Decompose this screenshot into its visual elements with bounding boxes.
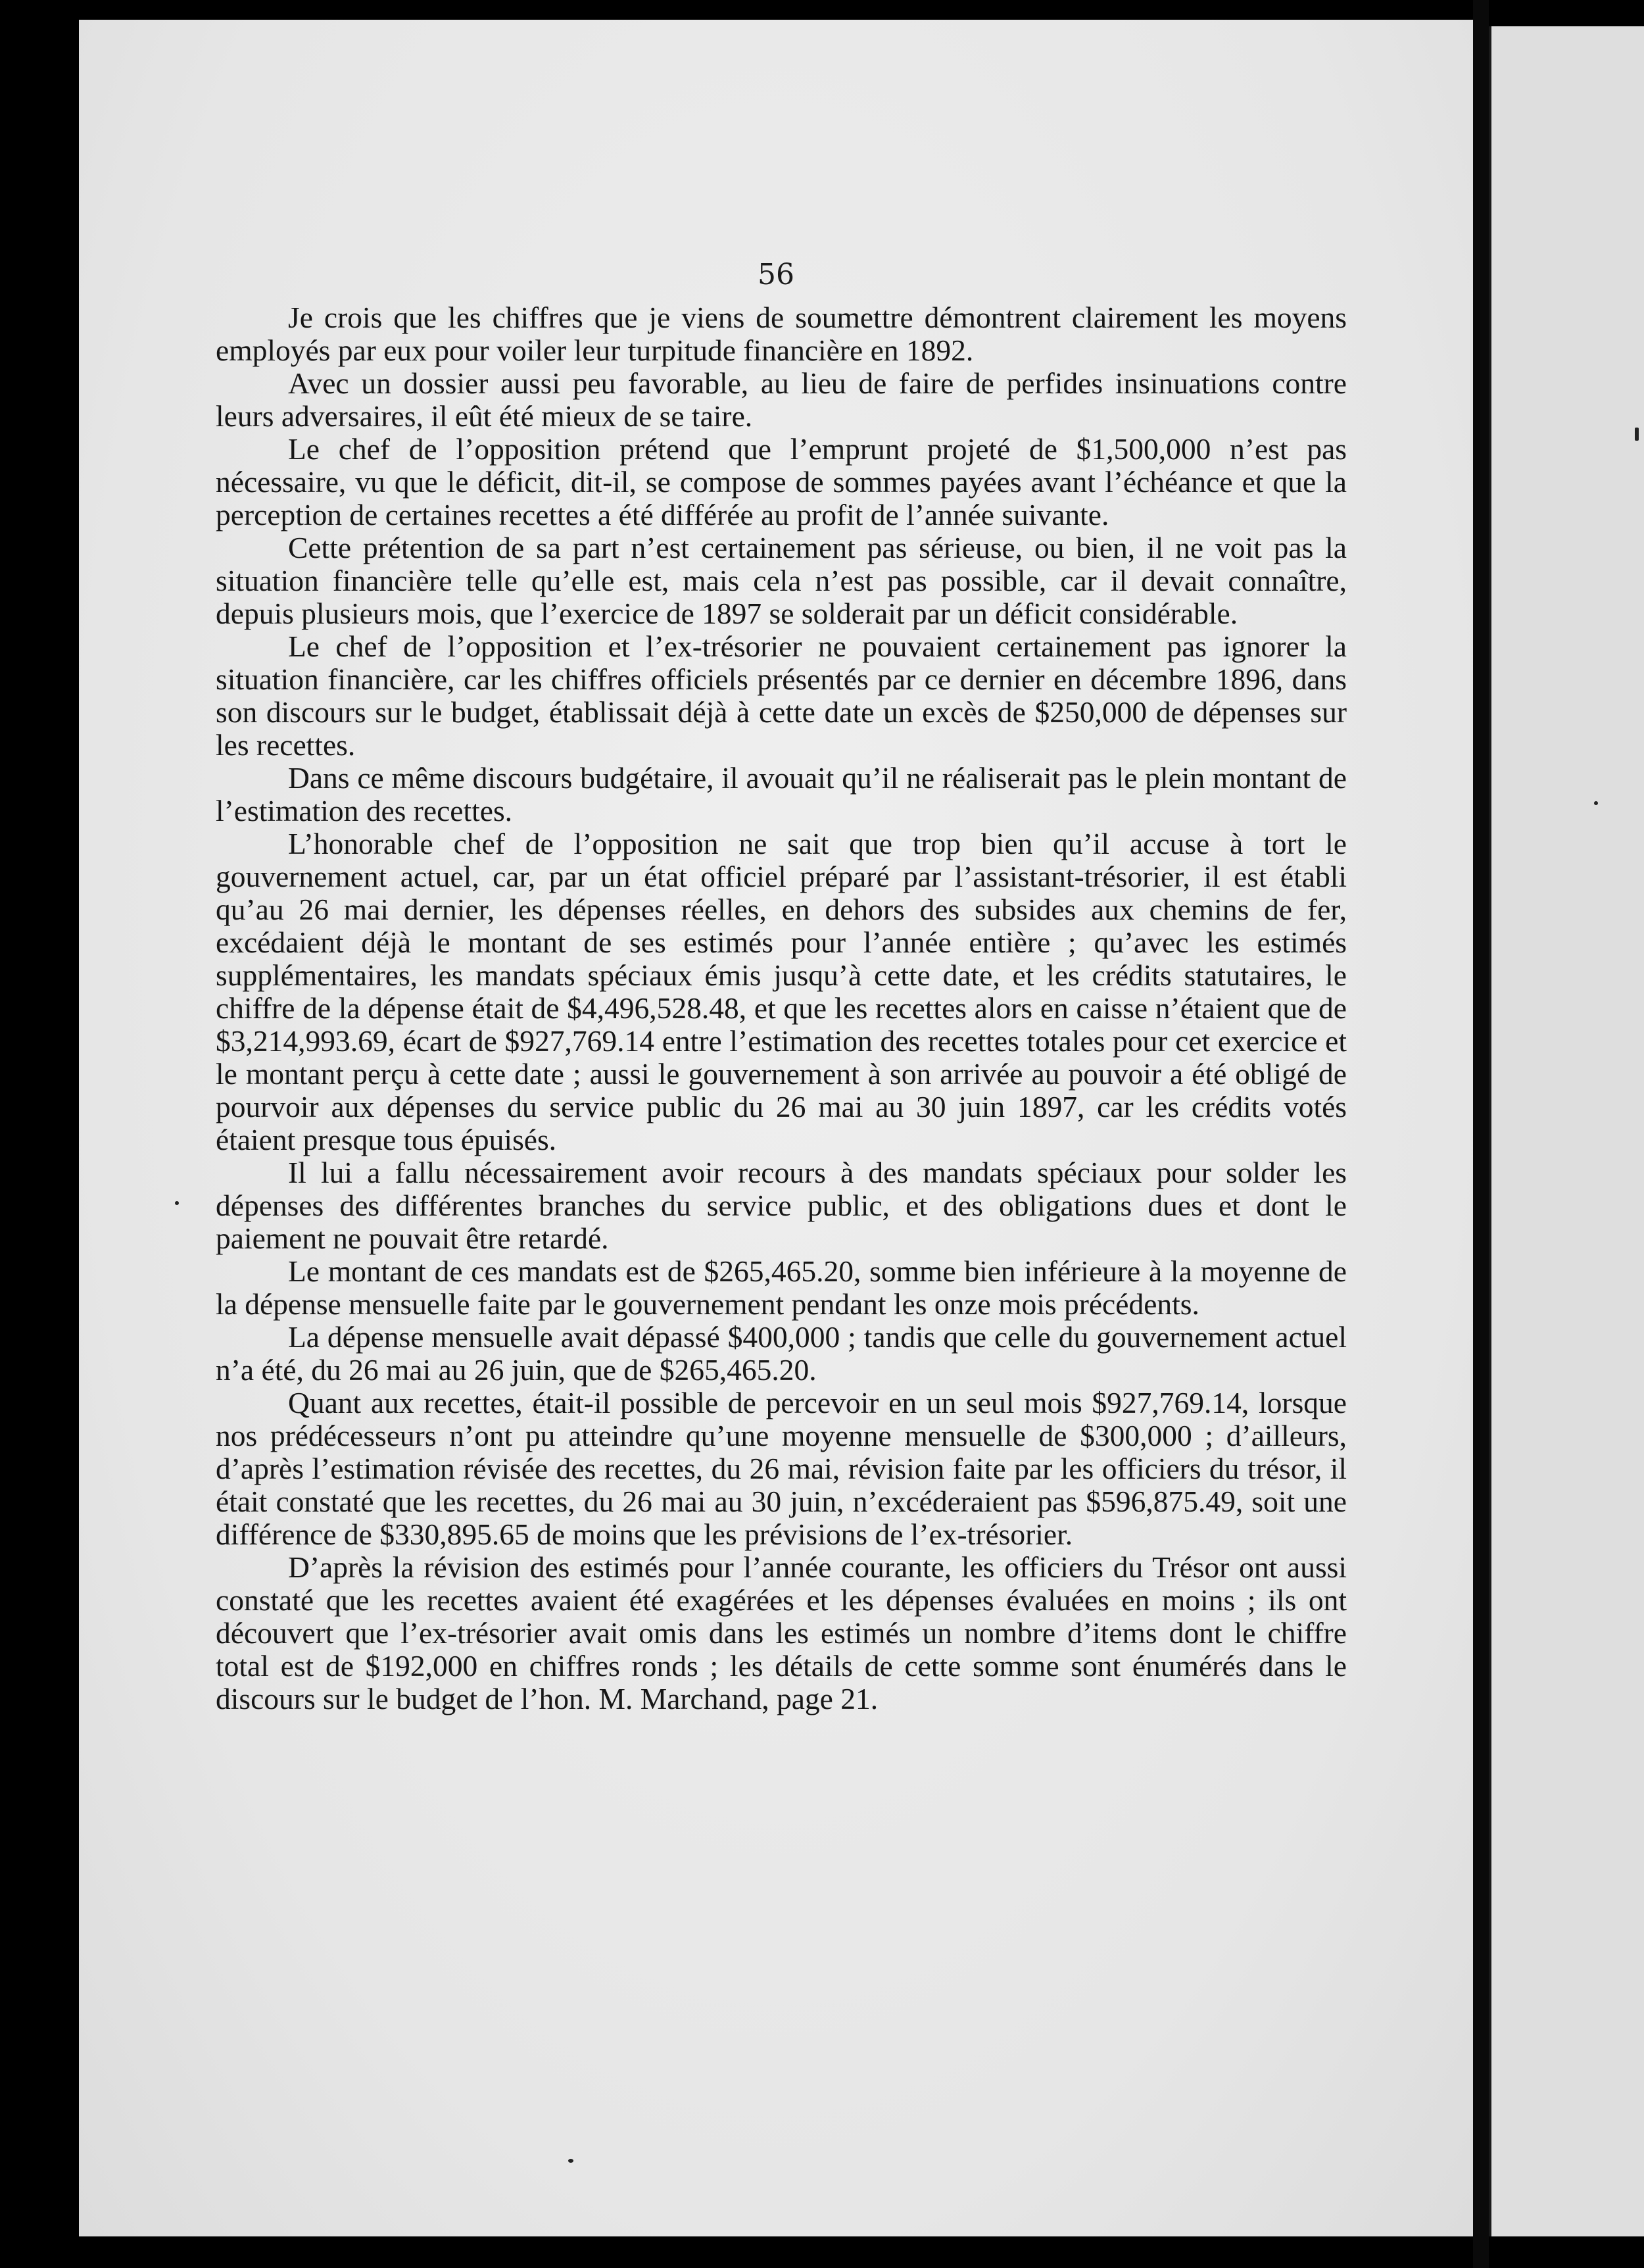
paragraph: Le chef de l’opposition et l’ex-trésorier ne pouvaient certainement pas ignorer la situation financière, car les chiffres officiels présentés par ce dernier en décembre 1896, dans son discours sur le budget, établissait déjà à cette date un excès de $250,000 de dépenses sur les recettes.: [216, 629, 1347, 762]
paragraph: La dépense mensuelle avait dépassé $400,000 ; tandis que celle du gouvernement actuel n’a été, du 26 mai au 26 juin, que de $265,465.20.: [216, 1320, 1347, 1387]
page-body-text: [216, 301, 1347, 1715]
paragraph: Il lui a fallu nécessairement avoir recours à des mandats spéciaux pour solder les dépenses des différentes branches du service public, et des obligations dues et dont le paiement ne pouvait être retardé.: [216, 1156, 1347, 1255]
paragraph: Le montant de ces mandats est de $265,465.20, somme bien inférieure à la moyenne de la dépense mensuelle faite par le gouvernement pendant les onze mois précédents.: [216, 1254, 1347, 1321]
paragraph: Cette prétention de sa part n’est certainement pas sérieuse, ou bien, il ne voit pas la situation financière telle qu’elle est, mais cela n’est pas possible, car il devait connaître, depuis plusieurs mois, que l’exercice de 1897 se solderait par un déficit considérable.: [216, 531, 1347, 630]
scan-speck: [1594, 801, 1598, 805]
paragraph: Le chef de l’opposition prétend que l’emprunt projeté de $1,500,000 n’est pas nécessaire, vu que le déficit, dit-il, se compose de sommes payées avant l’échéance et que la perception de certaines recettes a été différée au profit de l’année suivante.: [216, 432, 1347, 531]
paragraph: Je crois que les chiffres que je viens de soumettre démontrent clairement les moyens employés par eux pour voiler leur turpitude financière en 1892.: [216, 301, 1347, 367]
page-number: 56: [758, 258, 794, 291]
paragraph: Quant aux recettes, était-il possible de percevoir en un seul mois $927,769.14, lorsque nos prédécesseurs n’ont pu atteindre qu’une moyenne mensuelle de $300,000 ; d’ailleurs, d’après l’estimation révisée des recettes, du 26 mai, révision faite par les officiers du trésor, il était constaté que les recettes, du 26 mai au 30 juin, n’excéderaient pas $596,875.49, soit une différence de $330,895.65 de moins que les prévisions de l’ex-trésorier.: [216, 1386, 1347, 1551]
paragraph: L’honorable chef de l’opposition ne sait que trop bien qu’il accuse à tort le gouvernement actuel, car, par un état officiel préparé par l’assistant-trésorier, il est établi qu’au 26 mai dernier, les dépenses réelles, en dehors des subsides aux chemins de fer, excédaient déjà le montant de ses estimés pour l’année entière ; qu’avec les estimés supplémentaires, les mandats spéciaux émis jusqu’à cette date, et les crédits statutaires, le chiffre de la dépense était de $4,496,528.48, et que les recettes alors en caisse n’étaient que de $3,214,993.69, écart de $927,769.14 entre l’estimation des recettes totales pour cet exercice et le montant perçu à cette date ; aussi le gouvernement à son arrivée au pouvoir a été obligé de pourvoir aux dépenses du service public du 26 mai au 30 juin 1897, car les crédits votés étaient presque tous épuisés.: [216, 827, 1347, 1156]
scan-speck: [1635, 428, 1639, 441]
page-gutter: [1473, 0, 1489, 2268]
scan-speck: [175, 1201, 179, 1205]
paragraph: Avec un dossier aussi peu favorable, au lieu de faire de perfides insinuations contre leurs adversaires, il eût été mieux de se taire.: [216, 366, 1347, 433]
paragraph: D’après la révision des estimés pour l’année courante, les officiers du Trésor ont aussi constaté que les recettes avaient été exagérées et les dépenses évaluées en moins ; ils ont découvert que l’ex-trésorier avait omis dans les estimés un nombre d’items dont le chiffre total est de $192,000 en chiffres ronds ; les détails de cette somme sont énumérés dans le discours sur le budget de l’hon. M. Marchand, page 21.: [216, 1550, 1347, 1715]
scan-speck: [568, 2159, 573, 2163]
adjacent-page-edge: [1489, 26, 1644, 2236]
paragraph: Dans ce même discours budgétaire, il avouait qu’il ne réaliserait pas le plein montant de l’estimation des recettes.: [216, 761, 1347, 827]
